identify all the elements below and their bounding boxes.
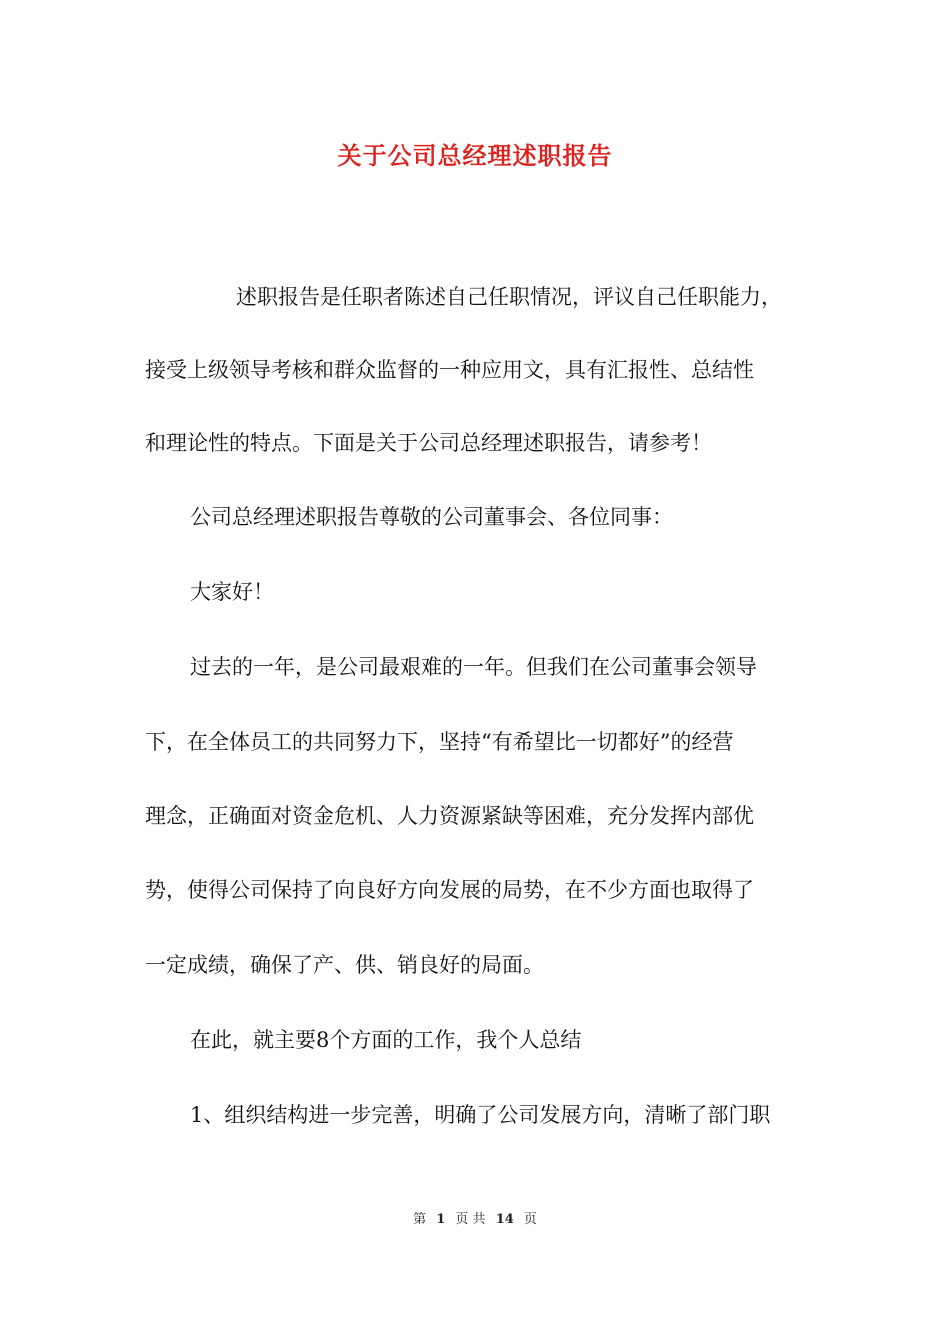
paragraph-line: 下，在全体员工的共同努力下，坚持“有希望比一切都好”的经营	[145, 730, 734, 754]
footer-page-number: 1	[436, 1212, 446, 1227]
paragraph-line: 接受上级领导考核和群众监督的一种应用文，具有汇报性、总结性	[145, 358, 754, 382]
paragraph-line: 势，使得公司保持了向良好方向发展的局势，在不少方面也取得了	[145, 878, 754, 902]
paragraph-line: 述职报告是任职者陈述自己任职情况，评议自己任职能力，	[236, 285, 782, 309]
footer-total-pages: 14	[495, 1212, 514, 1227]
document-title: 关于公司总经理述职报告	[337, 142, 613, 170]
page-footer	[0, 1208, 950, 1227]
paragraph-line: 大家好！	[190, 580, 274, 604]
paragraph-line: 理念，正确面对资金危机、人力资源紧缺等困难，充分发挥内部优	[145, 804, 754, 828]
footer-suffix: 页	[523, 1212, 537, 1227]
paragraph-line: 一定成绩，确保了产、供、销良好的局面。	[145, 953, 544, 977]
paragraph-line: 在此，就主要8个方面的工作，我个人总结	[190, 1028, 582, 1052]
paragraph-line: 过去的一年，是公司最艰难的一年。但我们在公司董事会领导	[190, 655, 757, 679]
footer-middle: 页 共	[455, 1212, 486, 1227]
footer-prefix: 第	[413, 1212, 427, 1227]
paragraph-line: 公司总经理述职报告尊敬的公司董事会、各位同事：	[190, 505, 673, 529]
paragraph-line: 1、组织结构进一步完善，明确了公司发展方向，清晰了部门职	[190, 1103, 771, 1127]
paragraph-line: 和理论性的特点。下面是关于公司总经理述职报告，请参考！	[145, 431, 712, 455]
